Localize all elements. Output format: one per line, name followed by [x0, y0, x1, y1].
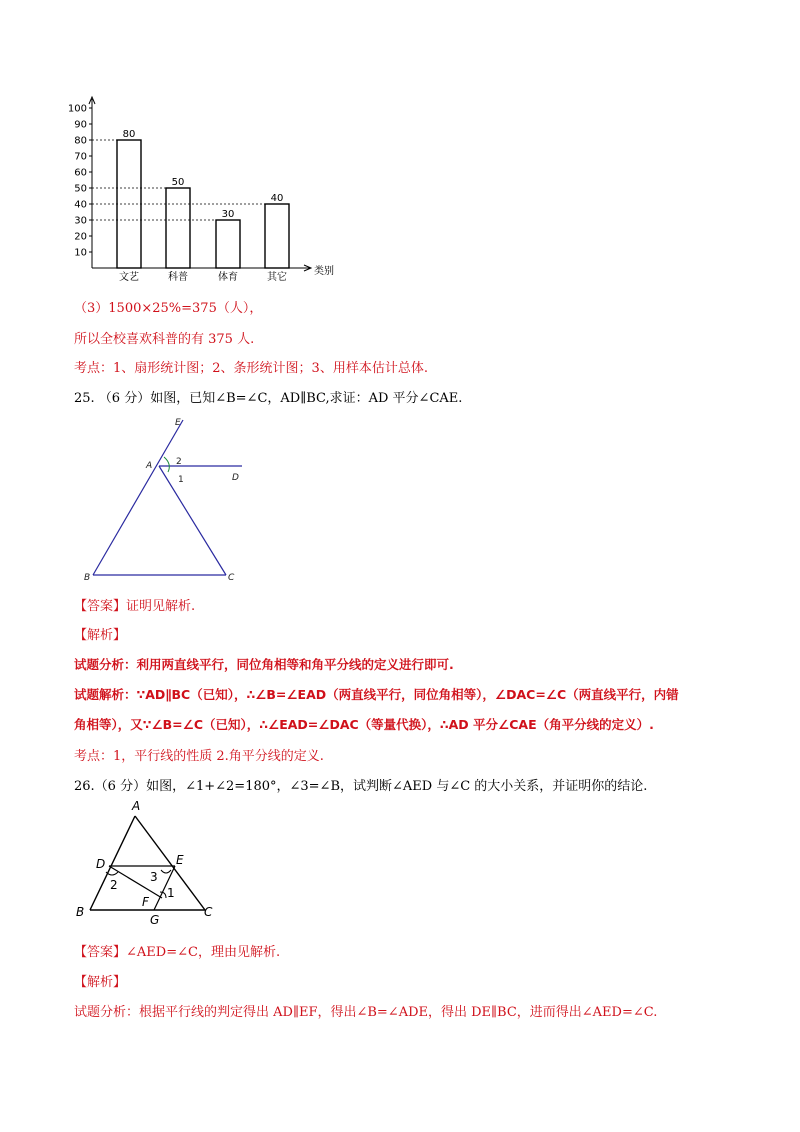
category-label: 科普: [168, 272, 188, 283]
bar: [166, 188, 190, 268]
category-label: 其它: [267, 272, 287, 283]
detail-25-a: 试题解析：∵AD∥BC（已知），∴∠B=∠EAD（两直线平行，同位角相等），∠DAC=∠C（两直线平行，内错: [74, 687, 679, 702]
bar-chart: [60, 95, 350, 285]
jiexi-26: 【解析】: [74, 975, 127, 990]
question-26: 26.（6 分）如图，∠1+∠2=180°，∠3=∠B，试判断∠AED 与∠C 的大小关系，并证明你的结论.: [74, 779, 648, 794]
answer-tag: 【答案】: [74, 599, 127, 614]
data-label: 80: [122, 129, 136, 140]
fig26-label-1: 1: [167, 886, 175, 900]
fig25-label-A: A: [146, 461, 153, 471]
bar: [216, 220, 240, 268]
fig25-label-C: C: [228, 573, 235, 583]
y-tick-label: 80: [74, 135, 87, 147]
y-tick-label: 70: [74, 151, 87, 163]
y-tick-label: 50: [74, 183, 87, 195]
question-25: 25. （6 分）如图，已知∠B=∠C，AD∥BC,求证：AD 平分∠CAE.: [74, 391, 463, 406]
analysis-26: 试题分析：根据平行线的判定得出 AD∥EF，得出∠B=∠ADE，得出 DE∥BC，进而得出∠AED=∠C.: [74, 1005, 658, 1020]
answer-tag: 【答案】: [74, 945, 127, 960]
fig25-label-D: D: [232, 473, 239, 483]
analysis-25: 试题分析：利用两直线平行，同位角相等和角平分线的定义进行即可.: [74, 657, 454, 672]
fig26-label-A: A: [132, 799, 141, 813]
jiexi-25: 【解析】: [74, 628, 127, 643]
data-label: 50: [171, 177, 185, 188]
x-axis-label: 类别: [314, 266, 334, 277]
figure-25: [80, 412, 260, 587]
fig26-label-G: G: [150, 913, 160, 927]
y-tick-label: 20: [74, 231, 87, 243]
conclusion-line: 所以全校喜欢科普的有 375 人.: [74, 332, 255, 347]
data-label: 30: [221, 209, 235, 220]
y-tick-label: 30: [74, 215, 87, 227]
y-tick-label: 10: [74, 247, 87, 259]
part3-line: （3）1500×25%=375（人），: [74, 301, 263, 316]
fig26-label-2: 2: [110, 878, 118, 892]
fig25-label-2: 2: [176, 457, 182, 467]
bar: [265, 204, 289, 268]
fig25-label-E: E: [175, 418, 181, 428]
fig26-label-F: F: [142, 895, 149, 909]
answer-25: [74, 598, 195, 616]
detail-25-b: 角相等），又∵∠B=∠C（已知），∴∠EAD=∠DAC（等量代换），∴AD 平分∠CAE（角平分线的定义）.: [74, 717, 654, 732]
fig25-label-B: B: [84, 573, 91, 583]
answer-text: 证明见解析.: [126, 599, 196, 614]
y-tick-label: 60: [74, 167, 87, 179]
answer-text: ∠AED=∠C，理由见解析.: [126, 945, 281, 960]
fig26-label-3: 3: [150, 870, 158, 884]
fig26-label-C: C: [204, 905, 213, 919]
data-label: 40: [270, 193, 284, 204]
category-label: 文艺: [119, 272, 139, 283]
kaodian-24: 考点：1、扇形统计图；2、条形统计图；3、用样本估计总体.: [74, 361, 428, 376]
answer-26: [74, 944, 280, 962]
figure-26: [72, 798, 232, 928]
fig26-label-E: E: [176, 853, 184, 867]
kaodian-25: 考点：1，平行线的性质 2.角平分线的定义.: [74, 749, 324, 764]
y-tick-label: 90: [74, 119, 87, 131]
fig26-label-D: D: [96, 857, 106, 871]
y-tick-label: 40: [74, 199, 87, 211]
fig25-label-1: 1: [178, 475, 184, 485]
fig26-label-B: B: [76, 905, 85, 919]
category-label: 体育: [218, 272, 238, 283]
y-tick-label: 100: [67, 103, 87, 115]
